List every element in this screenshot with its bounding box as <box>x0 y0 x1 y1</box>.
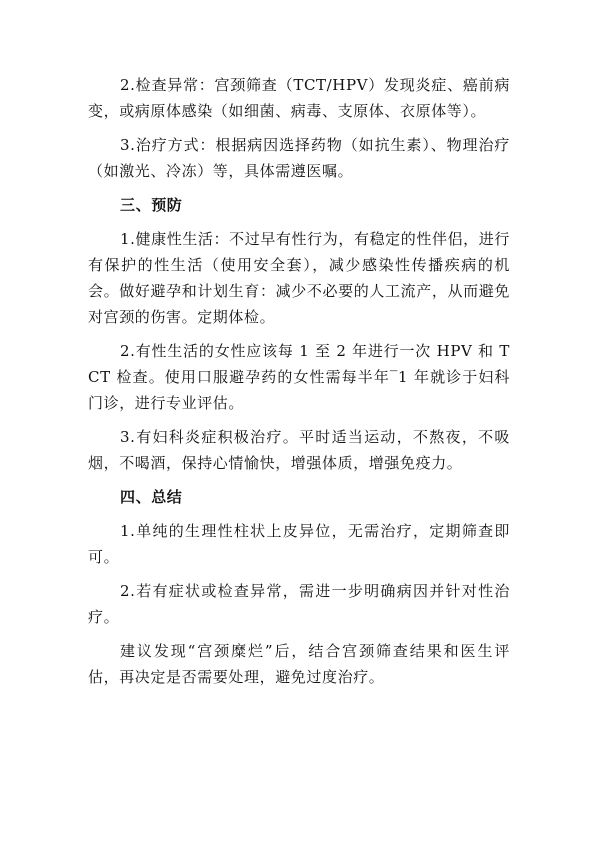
para-treatment-method: 3.治疗方式：根据病因选择药物（如抗生素）、物理治疗（如激光、冷冻）等，具体需遵医嘱。 <box>88 136 510 180</box>
heading-prevention: 三、预防 <box>120 196 183 214</box>
para-exam-abnormal: 2.检查异常：宫颈筛查（TCT/HPV）发现炎症、癌前病变，或病原体感染（如细菌、病毒、支原体、衣原体等）。 <box>88 76 510 120</box>
para-physiological-ectropion: 1.单纯的生理性柱状上皮异位，无需治疗，定期筛查即可。 <box>88 522 510 566</box>
heading-summary: 四、总结 <box>120 488 183 506</box>
para-recommendation: 建议发现“宫颈糜烂”后，结合宫颈筛查结果和医生评估，再决定是否需要处理，避免过度治疗。 <box>88 642 510 686</box>
document-body <box>88 72 510 698</box>
para-screening-frequency: 2.有性生活的女性应该每 1 至 2 年进行一次 HPV 和 TCT 检查。使用口服避孕药的女性需每半年‾1 年就诊于妇科门诊，进行专业评估。 <box>88 342 510 412</box>
para-symptomatic-cases: 2.若有症状或检查异常，需进一步明确病因并针对性治疗。 <box>88 582 510 626</box>
para-active-treatment: 3.有妇科炎症积极治疗。平时适当运动，不熬夜，不吸烟，不喝酒，保持心情愉快，增强体质，增强免疫力。 <box>88 428 510 472</box>
para-healthy-sex-life: 1.健康性生活：不过早有性行为，有稳定的性伴侣，进行有保护的性生活（使用安全套），减少感染性传播疾病的机会。做好避孕和计划生育：减少不必要的人工流产，从而避免对宫颈的伤害。定期体检。 <box>88 230 510 326</box>
